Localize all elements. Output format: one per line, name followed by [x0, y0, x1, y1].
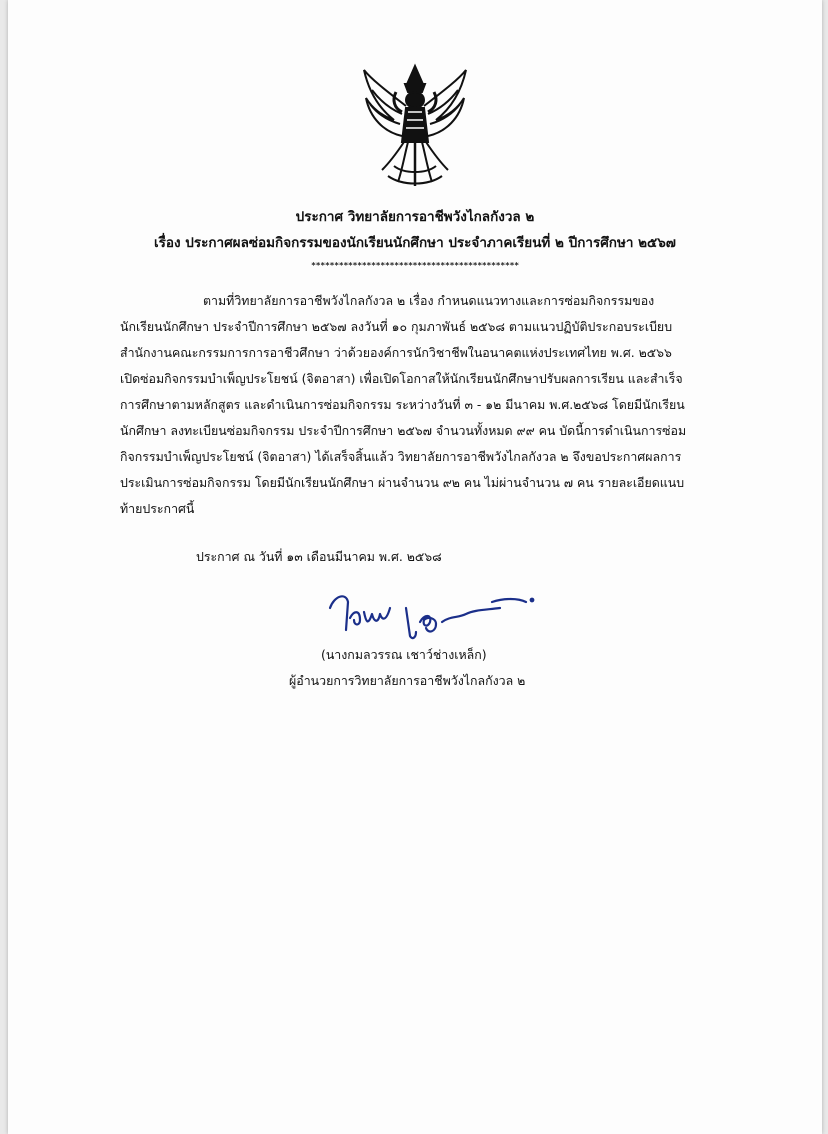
body-line: นักศึกษา ลงทะเบียนซ่อมกิจกรรม ประจำปีการศึกษา ๒๕๖๗ จำนวนทั้งหมด ๙๙ คน บัดนี้การดำเนินการซ่อม — [120, 423, 687, 438]
announcement-title: ประกาศ วิทยาลัยการอาชีพวังไกลกังวล ๒ — [295, 209, 535, 225]
body-line: สำนักงานคณะกรรมการการอาชีวศึกษา ว่าด้วยองค์การนักวิชาชีพในอนาคตแห่งประเทศไทย พ.ศ. ๒๕๖๖ — [120, 345, 672, 360]
body-line: ตามที่วิทยาลัยการอาชีพวังไกลกังวล ๒ เรื่อง กำหนดแนวทางและการซ่อมกิจกรรมของ — [203, 293, 655, 308]
body-line: นักเรียนนักศึกษา ประจำปีการศึกษา ๒๕๖๗ ลงวันที่ ๑๐ กุมภาพันธ์ ๒๕๖๘ ตามแนวปฏิบัติประกอบระเบียบ — [120, 319, 673, 334]
signer-name: (นางกมลวรรณ เชาว์ช่างเหล็ก) — [321, 647, 487, 662]
body-line: เปิดซ่อมกิจกรรมบำเพ็ญประโยชน์ (จิตอาสา) เพื่อเปิดโอกาสให้นักเรียนนักศึกษาปรับผลการเรียน และสำเร็จ — [120, 371, 683, 386]
signature — [324, 588, 539, 643]
body-line: กิจกรรมบำเพ็ญประโยชน์ (จิตอาสา) ได้เสร็จสิ้นแล้ว วิทยาลัยการอาชีพวังไกลกังวล ๒ จึงขอประกาศผลการ — [120, 449, 682, 464]
announcement-subject: เรื่อง ประกาศผลซ่อมกิจกรรมของนักเรียนนักศึกษา ประจำภาคเรียนที่ ๒ ปีการศึกษา ๒๕๖๗ — [154, 235, 676, 251]
document-page — [8, 0, 822, 1134]
body-line: การศึกษาตามหลักสูตร และดำเนินการซ่อมกิจกรรม ระหว่างวันที่ ๓ - ๑๒ มีนาคม พ.ศ.๒๕๖๘ โดยมีนักเรียน — [120, 397, 685, 412]
signer-position: ผู้อำนวยการวิทยาลัยการอาชีพวังไกลกังวล ๒ — [289, 673, 526, 688]
announce-date: ประกาศ ณ วันที่ ๑๓ เดือนมีนาคม พ.ศ. ๒๕๖๘ — [196, 549, 442, 564]
separator-line: ********************************************* — [311, 261, 519, 270]
body-line: ประเมินการซ่อมกิจกรรม โดยมีนักเรียนนักศึกษา ผ่านจำนวน ๙๒ คน ไม่ผ่านจำนวน ๗ คน รายละเอียดแนบ — [120, 475, 685, 490]
garuda-emblem — [358, 62, 472, 190]
body-line: ท้ายประกาศนี้ — [120, 501, 195, 516]
